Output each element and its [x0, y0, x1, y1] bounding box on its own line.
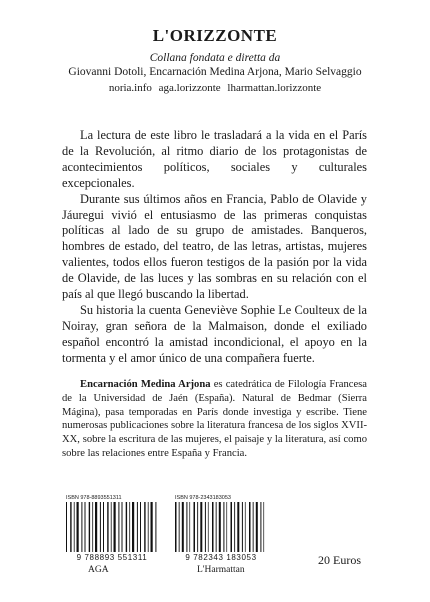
barcode-harmattan	[171, 495, 271, 562]
series-title: L'ORIZZONTE	[152, 26, 278, 45]
isbn-label: ISBN 978-2343183053	[175, 495, 231, 501]
barcode-bars-icon	[171, 502, 271, 552]
link-aga[interactable]: aga.lorizzonte	[158, 82, 221, 94]
blurb-paragraph: La lectura de este libro le trasladará a la vida en el París de la Revolución, al ritmo diario de los protagonistas de acontecimientos políticos, sociales y culturales excepcionales.	[62, 128, 367, 190]
publisher-aga: AGA	[88, 565, 109, 575]
author-name: Encarnación Medina Arjona	[80, 379, 211, 390]
blurb-paragraph: Su historia la cuenta Geneviève Sophie Le Coulteux de la Noiray, gran señora de la Malmaison, donde el exiliado español encontró la amistad incondicional, el apoyo en la tormenta y el amor único de una compañera fuerte.	[62, 302, 367, 365]
barcode-bars-icon	[62, 502, 162, 552]
isbn-digits: 9 788893 551311	[76, 553, 148, 562]
isbn-label: ISBN 978-8893551311	[66, 495, 122, 501]
isbn-digits: 9 782343 183053	[185, 553, 257, 562]
link-harmattan[interactable]: lharmattan.lorizzonte	[227, 82, 322, 94]
link-noria[interactable]: noria.info	[108, 82, 152, 94]
series-subtitle: Collana fondata e diretta da	[149, 52, 281, 64]
author-bio	[62, 378, 367, 461]
series-header	[0, 26, 430, 96]
back-cover-blurb	[62, 128, 367, 367]
publisher-harmattan: L'Harmattan	[197, 565, 245, 575]
series-editors: Giovanni Dotoli, Encarnación Medina Arjona, Mario Selvaggio	[68, 66, 362, 78]
author-bio-text: es catedrática de Filología Francesa de la Universidad de Jaén (España). Natural de Bedmar (Sierra Mágina), pasa temporadas en París donde investiga y escribe. Tiene numerosas publicaciones sobre la literatura francesa de los siglos XVII-XX, sobre la escritura de las mujeres, el paisaje y la literatura, así como sobre las relaciones entre España y Francia.	[62, 379, 368, 459]
blurb-paragraph: Durante sus últimos años en Francia, Pablo de Olavide y Jáuregui vivió el entusiasmo de las primeras conquistas políticas al lado de su grupo de amistades. Banqueros, hombres de estado, del teatro, de las letras, artistas, mujeres valientes, todos ellos fueron testigos de la pasión por la vida de Olavide, de las luces y las sombras en su relación con el país al que llegó buscando la libertad.	[62, 191, 367, 302]
price: 20 Euros	[318, 553, 361, 567]
barcode-aga	[62, 495, 162, 562]
series-links	[0, 80, 430, 96]
